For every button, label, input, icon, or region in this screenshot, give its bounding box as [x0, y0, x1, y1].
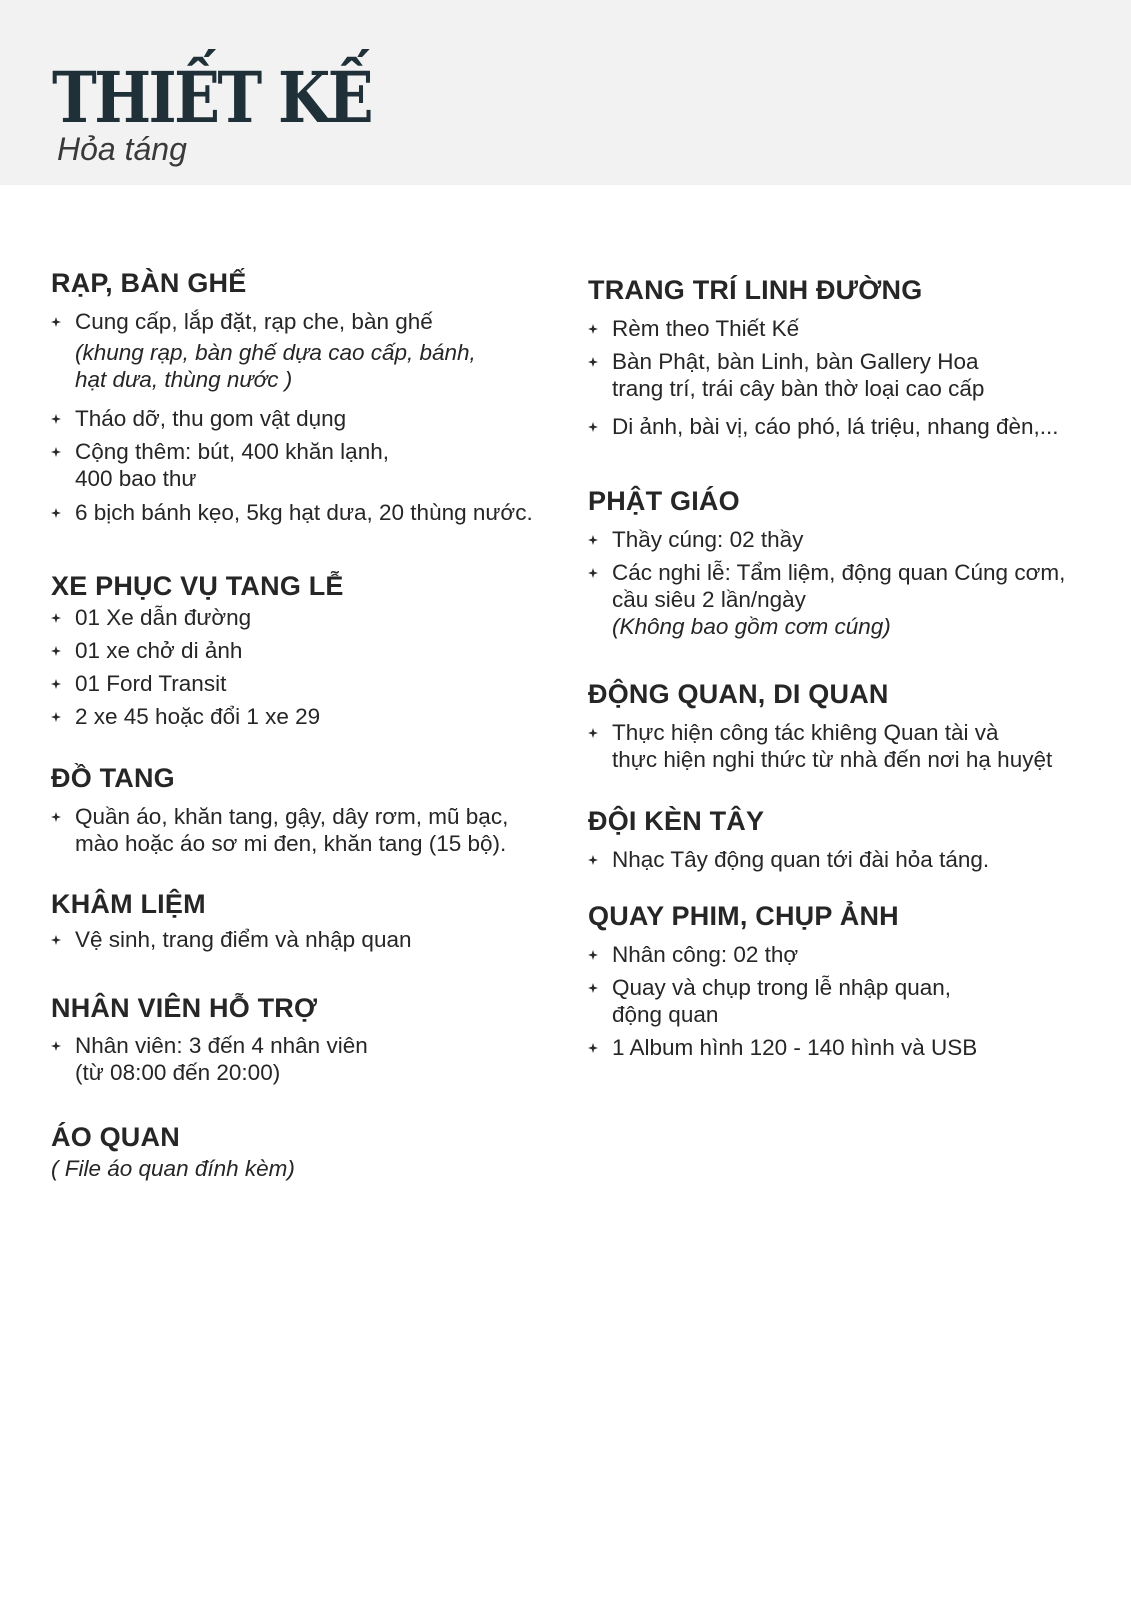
item-text: 01 Xe dẫn đường: [75, 605, 252, 630]
four-point-star-icon: [588, 1043, 598, 1053]
item-text: (từ 08:00 đến 20:00): [75, 1060, 281, 1085]
list-item: [51, 308, 581, 393]
item-list: [51, 803, 581, 857]
list-item: [51, 604, 581, 631]
four-point-star-icon: [51, 1041, 61, 1051]
four-point-star-icon: [51, 317, 61, 327]
item-text: thực hiện nghi thức từ nhà đến nơi hạ huyệt: [612, 747, 1053, 772]
four-point-star-icon: [51, 935, 61, 945]
section-phat-giao: [588, 484, 1118, 640]
item-text: Quay và chụp trong lễ nhập quan,: [612, 975, 951, 1000]
list-item: [588, 974, 1118, 1028]
four-point-star-icon: [51, 613, 61, 623]
section-heading: ĐỒ TANG: [51, 763, 175, 793]
item-text: Nhạc Tây động quan tới đài hỏa táng.: [612, 847, 990, 872]
section-heading: ĐỘI KÈN TÂY: [588, 806, 765, 836]
item-text: Rèm theo Thiết Kế: [612, 316, 800, 341]
four-point-star-icon: [588, 535, 598, 545]
list-item: [51, 637, 581, 664]
item-list: [588, 846, 1118, 873]
section-dong-quan-di-quan: [588, 677, 1118, 773]
item-text: 1 Album hình 120 - 140 hình và USB: [612, 1035, 978, 1060]
four-point-star-icon: [588, 950, 598, 960]
item-text: 400 bao thư: [75, 466, 197, 491]
section-heading: QUAY PHIM, CHỤP ẢNH: [588, 901, 899, 931]
item-text: 6 bịch bánh kẹo, 5kg hạt dưa, 20 thùng nước.: [75, 500, 533, 525]
section-nhan-vien-ho-tro: [51, 991, 581, 1086]
item-list: [51, 604, 581, 730]
section-kham-liem: [51, 887, 581, 953]
four-point-star-icon: [588, 568, 598, 578]
four-point-star-icon: [588, 728, 598, 738]
item-text: động quan: [612, 1002, 719, 1027]
item-list: [51, 1032, 581, 1086]
item-text: Quần áo, khăn tang, gậy, dây rơm, mũ bạc,: [75, 804, 509, 829]
four-point-star-icon: [51, 414, 61, 424]
four-point-star-icon: [588, 422, 598, 432]
section-heading: KHÂM LIỆM: [51, 889, 206, 919]
item-text: Cung cấp, lắp đặt, rạp che, bàn ghế: [75, 309, 433, 334]
four-point-star-icon: [51, 646, 61, 656]
brand-title: THIẾT KẾ: [52, 56, 372, 139]
list-item: [51, 438, 581, 492]
section-ao-quan: [51, 1120, 581, 1182]
item-text: 01 Ford Transit: [75, 671, 227, 696]
item-text: Di ảnh, bài vị, cáo phó, lá triệu, nhang đèn,...: [612, 414, 1059, 439]
four-point-star-icon: [51, 508, 61, 518]
item-list: [588, 315, 1118, 440]
section-quay-phim-chup-anh: [588, 899, 1118, 1061]
list-item: [51, 1032, 581, 1086]
section-heading: NHÂN VIÊN HỖ TRỢ: [51, 993, 318, 1023]
four-point-star-icon: [588, 855, 598, 865]
item-text: Thầy cúng: 02 thầy: [612, 527, 804, 552]
item-list: [588, 719, 1118, 773]
section-rap-ban-ghe: [51, 266, 581, 526]
item-list: [588, 941, 1118, 1061]
list-item: [51, 499, 581, 526]
list-item: [588, 413, 1118, 440]
section-heading: RẠP, BÀN GHẾ: [51, 268, 247, 298]
list-item: [51, 926, 581, 953]
list-item: [588, 719, 1118, 773]
list-item: [588, 1034, 1118, 1061]
section-heading: PHẬT GIÁO: [588, 486, 740, 516]
four-point-star-icon: [51, 447, 61, 457]
four-point-star-icon: [588, 357, 598, 367]
four-point-star-icon: [51, 712, 61, 722]
item-list: [51, 926, 581, 953]
section-doi-ken-tay: [588, 804, 1118, 873]
item-text: trang trí, trái cây bàn thờ loại cao cấp: [612, 376, 985, 401]
list-item: [51, 803, 581, 857]
item-text: Cộng thêm: bút, 400 khăn lạnh,: [75, 439, 389, 464]
item-list: [588, 526, 1118, 640]
section-heading: ĐỘNG QUAN, DI QUAN: [588, 679, 889, 709]
list-item: [588, 526, 1118, 553]
four-point-star-icon: [588, 324, 598, 334]
item-text: mào hoặc áo sơ mi đen, khăn tang (15 bộ).: [75, 831, 507, 856]
list-item: [588, 941, 1118, 968]
list-item: [588, 315, 1118, 342]
item-text: 01 xe chở di ảnh: [75, 638, 243, 663]
item-text: Thực hiện công tác khiêng Quan tài và: [612, 720, 999, 745]
list-item: [588, 559, 1118, 640]
section-do-tang: [51, 761, 581, 857]
list-item: [51, 703, 581, 730]
item-note: (Không bao gồm cơm cúng): [612, 614, 891, 639]
item-text: Nhân công: 02 thợ: [612, 942, 799, 967]
four-point-star-icon: [51, 679, 61, 689]
item-note: hạt dưa, thùng nước ): [75, 367, 293, 392]
attachment-note: ( File áo quan đính kèm): [51, 1156, 295, 1181]
item-text: Vệ sinh, trang điểm và nhập quan: [75, 927, 412, 952]
four-point-star-icon: [588, 983, 598, 993]
item-list: [51, 308, 581, 526]
item-text: 2 xe 45 hoặc đổi 1 xe 29: [75, 704, 321, 729]
list-item: [51, 405, 581, 432]
section-xe-phuc-vu: [51, 569, 581, 730]
section-trang-tri-linh-duong: [588, 273, 1118, 440]
list-item: [588, 846, 1118, 873]
list-item: [51, 670, 581, 697]
list-item: [588, 348, 1118, 402]
four-point-star-icon: [51, 812, 61, 822]
section-heading: ÁO QUAN: [51, 1122, 180, 1152]
item-text: Các nghi lễ: Tẩm liệm, động quan Cúng cơm,: [612, 560, 1066, 585]
item-text: Nhân viên: 3 đến 4 nhân viên: [75, 1033, 368, 1058]
section-heading: TRANG TRÍ LINH ĐƯỜNG: [588, 275, 923, 305]
item-text: Tháo dỡ, thu gom vật dụng: [75, 406, 347, 431]
brand-subtitle: Hỏa táng: [57, 131, 187, 167]
item-text: cầu siêu 2 lần/ngày: [612, 587, 806, 612]
item-text: Bàn Phật, bàn Linh, bàn Gallery Hoa: [612, 349, 979, 374]
section-heading: XE PHỤC VỤ TANG LỄ: [51, 571, 344, 601]
item-note: (khung rạp, bàn ghế dựa cao cấp, bánh,: [75, 340, 476, 365]
page-header: [0, 0, 1131, 185]
